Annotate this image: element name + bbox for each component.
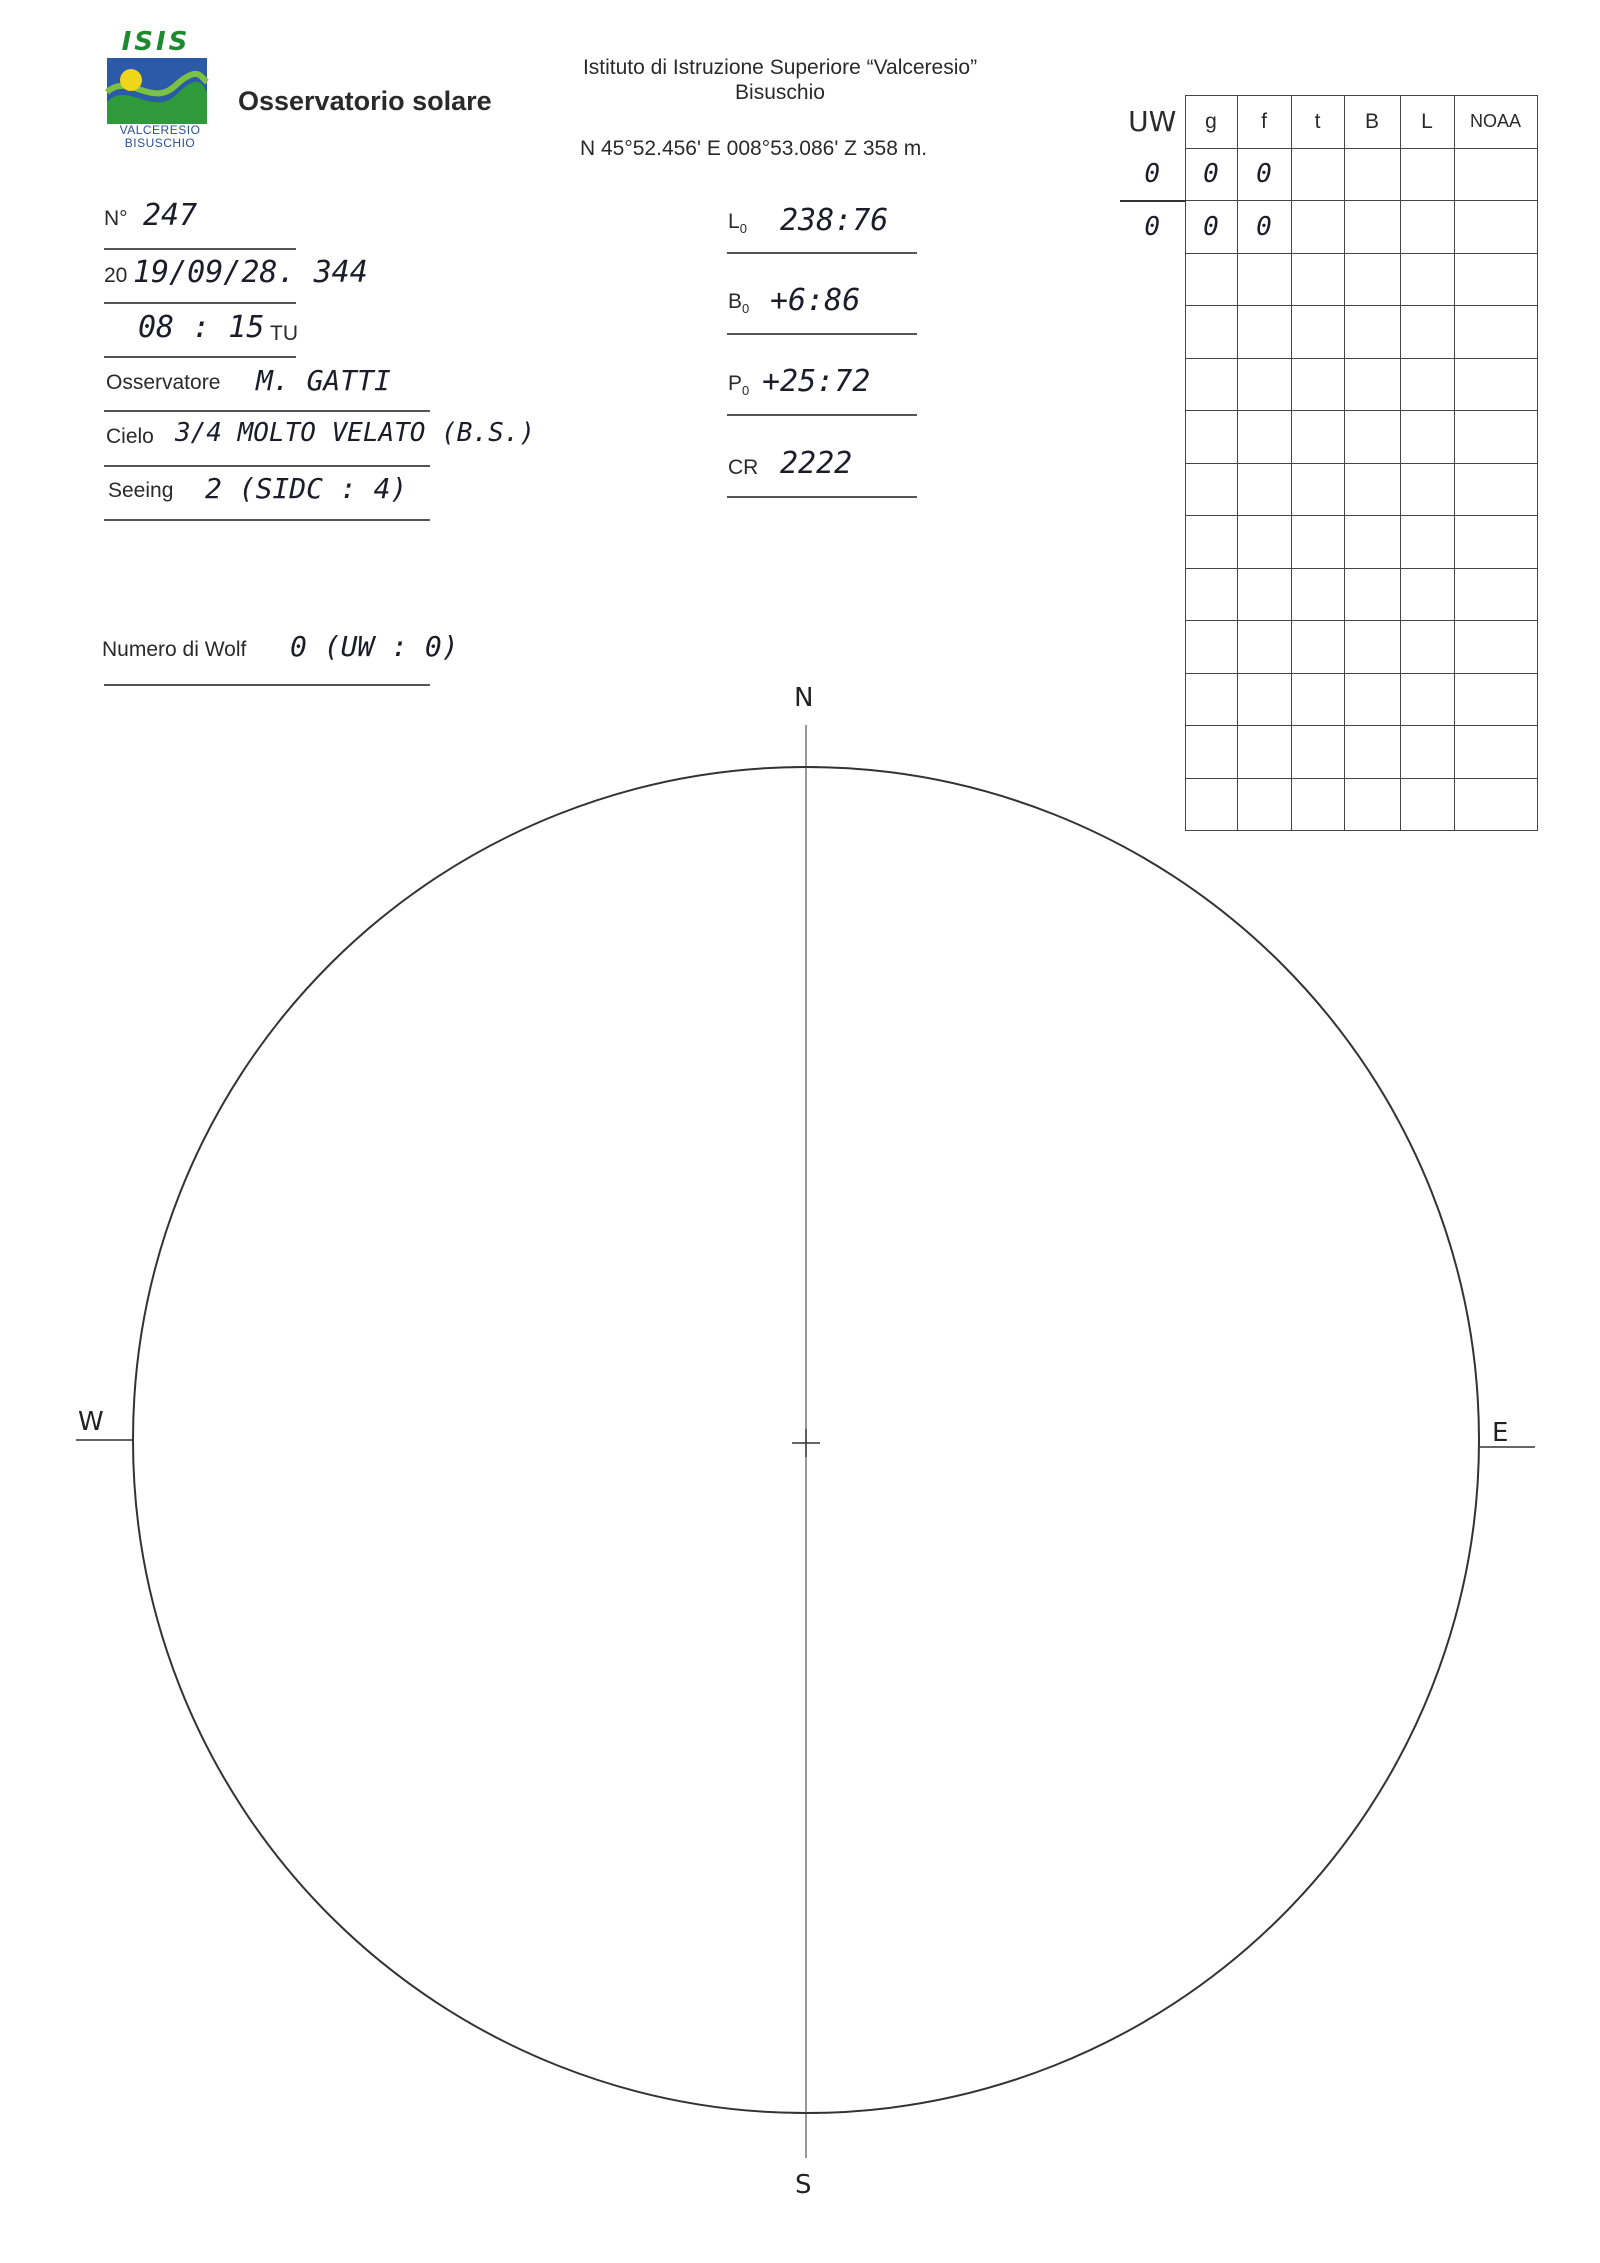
- cr-value: 2222: [780, 446, 853, 481]
- observer-label: Osservatore: [106, 371, 221, 394]
- west-label: W: [78, 1407, 104, 1437]
- col-header-noaa: NOAA: [1454, 96, 1537, 149]
- uw-header: UW: [1128, 105, 1177, 139]
- l0-label: $L_0$: [728, 210, 747, 237]
- g-cell: 0: [1185, 201, 1237, 254]
- observatory-title: Osservatorio solare: [238, 86, 492, 116]
- sky-label: Cielo: [106, 425, 154, 448]
- b0-value: +6:86: [770, 283, 861, 318]
- seeing-value: 2 (SIDC : 4): [205, 472, 408, 505]
- time-value: 08 : 15: [138, 310, 265, 345]
- uw-cell: 0: [1144, 158, 1161, 189]
- col-header-b: B: [1344, 96, 1400, 149]
- col-header-f: f: [1237, 96, 1291, 149]
- north-label: N: [794, 680, 814, 710]
- sky-value: 3/4 MOLTO VELATO (B.S.): [175, 418, 536, 448]
- date-value: 19/09/28. 344: [133, 255, 368, 290]
- year-prefix: 20: [104, 264, 128, 287]
- col-header-l: L: [1400, 96, 1454, 149]
- observer-value: M. GATTI: [256, 364, 391, 397]
- p0-label: $P_0$: [728, 372, 750, 399]
- time-suffix: TU: [270, 322, 298, 345]
- logo-sub-2: BISUSCHIO: [124, 136, 196, 150]
- seeing-label: Seeing: [108, 479, 174, 502]
- uw-cell: 0: [1120, 201, 1185, 254]
- l0-value: 238:76: [780, 203, 889, 238]
- observatory-coordinates: N 45°52.456' E 008°53.086' Z 358 m.: [580, 137, 928, 160]
- number-label: N°: [104, 207, 128, 230]
- p0-value: +25:72: [762, 364, 871, 399]
- east-label: E: [1492, 1418, 1509, 1448]
- col-header-t: t: [1291, 96, 1344, 149]
- institute-line-2: Bisuschio: [735, 81, 825, 104]
- cr-label: CR: [728, 456, 759, 479]
- logo-sub-1: VALCERESIO: [119, 123, 201, 137]
- wolf-value: 0 (UW : 0): [290, 630, 459, 663]
- wolf-label: Numero di Wolf: [102, 638, 247, 661]
- logo-mark: ISIS: [121, 27, 191, 57]
- f-cell: 0: [1237, 148, 1291, 201]
- b0-label: $B_0$: [728, 290, 750, 317]
- south-label: S: [795, 2170, 812, 2200]
- institute-line-1: Istituto di Istruzione Superiore “Valceresio”: [582, 56, 978, 79]
- col-header-g: g: [1185, 96, 1237, 149]
- f-cell: 0: [1237, 201, 1291, 254]
- g-cell: 0: [1185, 148, 1237, 201]
- number-value: 247: [143, 198, 198, 233]
